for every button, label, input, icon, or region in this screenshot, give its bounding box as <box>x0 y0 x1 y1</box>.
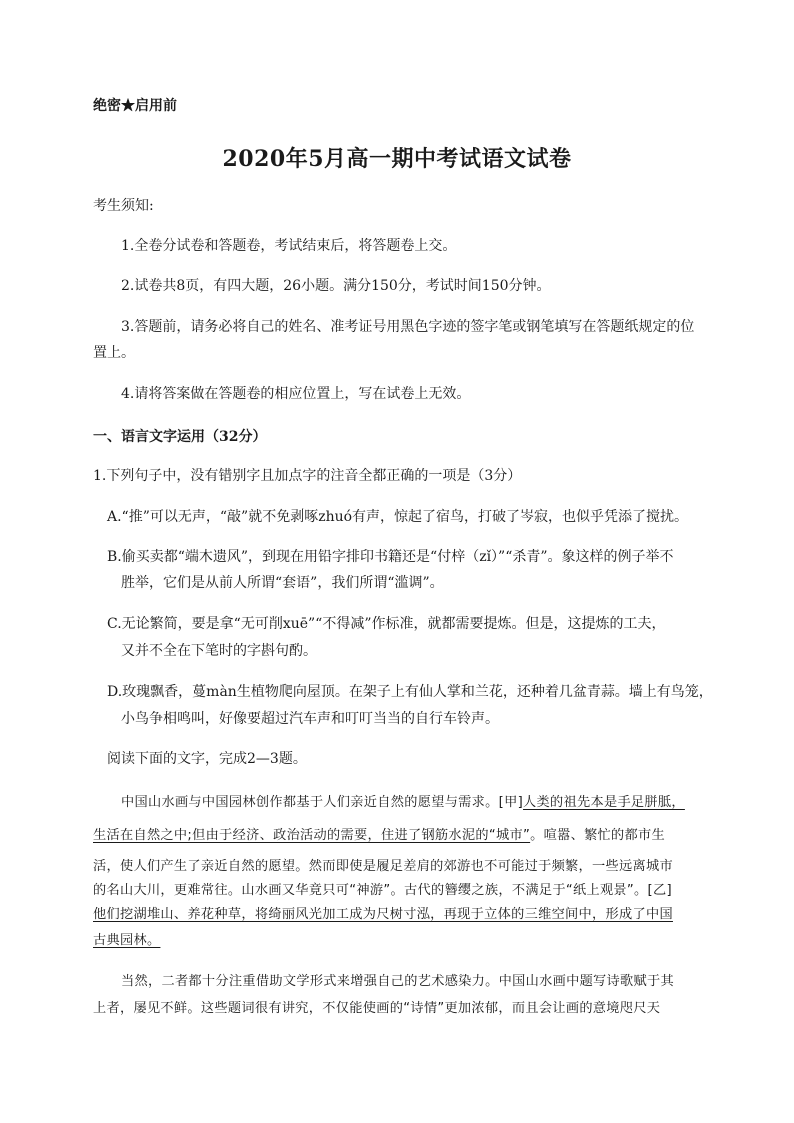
notice-item-4: 4.请将答案做在答题卷的相应位置上，写在试卷上无效。 <box>121 386 471 402</box>
option-d: D.玫瑰飘香，蔓màn生植物爬向屋顶。在架子上有仙人掌和兰花，还种着几盆青蒜。墙上有鸟笼， <box>107 684 713 700</box>
option-b-cont: 胜举，它们是从前人所谓“套语”，我们所谓“滥调”。 <box>121 575 444 591</box>
passage-text: 中国山水画与中国园林创作都基于人们亲近自然的愿望与需求。[甲] <box>121 795 524 810</box>
option-c: C.无论繁简，要是拿“无可削xuē”“不得减”作标准，就都需要提炼。但是，这提炼的工夫， <box>107 616 666 632</box>
underlined-sentence-jia: 人类的祖先本是手足胼胝， <box>523 795 685 810</box>
passage-p2-line1: 当然，二者都十分注重借助文学形式来增强自己的艺术感染力。中国山水画中题写诗歌赋于其 <box>121 974 674 989</box>
reading-instruction: 阅读下面的文字，完成2—3题。 <box>107 751 307 767</box>
passage-p1-line4: 的名山大川，更难常往。山水画又华竟只可“神游”。古代的簪缨之族，不满足于“纸上观景”。[乙] <box>93 883 672 898</box>
passage-p1-line6: 古典园林。 <box>93 933 161 948</box>
passage-p1-line2 <box>93 824 665 843</box>
notice-heading: 考生须知: <box>93 198 154 214</box>
option-a: A.“推”可以无声，“敲”就不免剥啄zhuó有声，惊起了宿鸟，打破了岑寂，也似乎凭添了搅扰。 <box>107 509 689 525</box>
section-heading: 一、语言文字运用（32分） <box>93 429 267 445</box>
option-d-cont: 小鸟争相鸣叫，好像要超过汽车声和叮叮当当的自行车铃声。 <box>121 711 499 727</box>
notice-item-1: 1.全卷分试卷和答题卷，考试结束后，将答题卷上交。 <box>121 238 457 254</box>
passage-p1-line3: 活，使人们产生了亲近自然的愿望。然而即使是履足差肩的郊游也不可能过于频繁，一些远离城市 <box>93 859 673 874</box>
underlined-sentence-jia-cont: 生活在自然之中;但由于经济、政治活动的需要，住进了钢筋水泥的“城市” <box>93 828 531 843</box>
exam-title: 2020年5月高一期中考试语文试卷 <box>222 146 572 172</box>
option-b: B.偷买卖都“端木遗风”，到现在用铅字排印书籍还是“付梓（zǐ）”“杀青”。象这样的例子举不 <box>107 549 674 565</box>
notice-item-2: 2.试卷共8页，有四大题，26小题。满分150分，考试时间150分钟。 <box>121 278 551 294</box>
notice-item-3-cont: 置上。 <box>93 345 135 361</box>
question-1-stem: 1.下列句子中，没有错别字且加点字的注音全都正确的一项是（3分） <box>93 468 522 484</box>
notice-item-3: 3.答题前，请务必将自己的姓名、准考证号用黑色字迹的签字笔或钢笔填写在答题纸规定的位 <box>121 319 695 335</box>
passage-p1-line1 <box>121 791 685 810</box>
option-c-cont: 又并不全在下笔时的字斟句酌。 <box>121 643 317 659</box>
passage-text: 。喧嚣、繁忙的都市生 <box>530 828 665 843</box>
passage-p1-line5: 他们挖湖堆山、养花种草，将绮丽风光加工成为尺树寸泓，再现于立体的三维空间中，形成了中国 <box>93 907 673 922</box>
confidential-label: 绝密★启用前 <box>93 98 177 114</box>
passage-p2-line2: 上者，屡见不鲜。这些题词很有讲究，不仅能使画的“诗情”更加浓郁，而且会让画的意境咫尺天 <box>93 1001 661 1016</box>
